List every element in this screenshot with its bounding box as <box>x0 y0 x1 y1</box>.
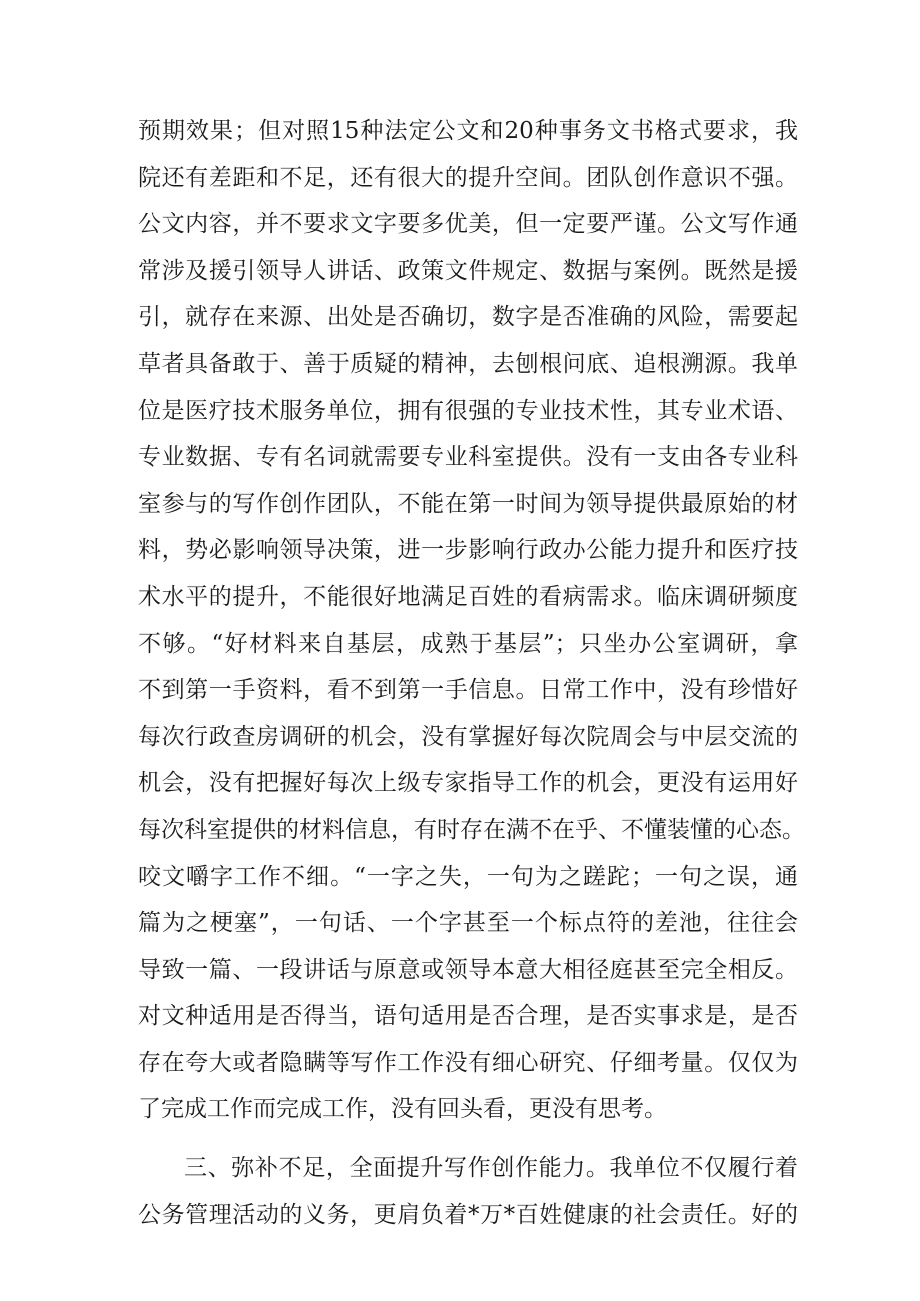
text-line: 术水平的提升，不能很好地满足百姓的看病需求。临床调研频度 <box>138 583 798 610</box>
text-line: 每次行政查房调研的机会，没有掌握好每次院周会与中层交流的 <box>138 723 798 750</box>
text-line: 咬文嚼字工作不细。“一字之失，一句为之蹉跎；一句之误，通 <box>138 863 798 890</box>
text-line: 每次科室提供的材料信息，有时存在满不在乎、不懂装懂的心态。 <box>138 816 805 843</box>
text-line: 院还有差距和不足，还有很大的提升空间。团队创作意识不强。 <box>138 164 798 191</box>
text-line: 公务管理活动的义务，更肩负着*万*百姓健康的社会责任。好的 <box>138 1201 798 1228</box>
text-line: 料，势必影响领导决策，进一步影响行政办公能力提升和医疗技 <box>138 537 798 564</box>
text-line: 存在夸大或者隐瞒等写作工作没有细心研究、仔细考量。仅仅为 <box>138 1049 798 1076</box>
paragraph-1 <box>138 108 805 1133</box>
text-line: 位是医疗技术服务单位，拥有很强的专业技术性，其专业术语、 <box>138 397 798 424</box>
text-line: 室参与的写作创作团队，不能在第一时间为领导提供最原始的材 <box>138 490 798 517</box>
text-line: 不到第一手资料，看不到第一手信息。日常工作中，没有珍惜好 <box>138 677 798 704</box>
text-line: 不够。“好材料来自基层，成熟于基层”；只坐办公室调研，拿 <box>138 630 798 657</box>
text-line: 了完成工作而完成工作，没有回头看，更没有思考。 <box>138 1096 667 1123</box>
paragraph-spacer <box>138 1133 798 1145</box>
text-line: 篇为之梗塞”，一句话、一个字甚至一个标点符的差池，往往会 <box>138 910 798 937</box>
text-line: 公文内容，并不要求文字要多优美，但一定要严谨。公文写作通 <box>138 211 798 238</box>
paragraph-2 <box>138 1145 798 1238</box>
text-line: 机会，没有把握好每次上级专家指导工作的机会，更没有运用好 <box>138 770 798 797</box>
text-line: 三、弥补不足，全面提升写作创作能力。我单位不仅履行着 <box>184 1155 798 1182</box>
text-line: 草者具备敢于、善于质疑的精神，去刨根问底、追根溯源。我单 <box>138 350 798 377</box>
text-line: 引，就存在来源、出处是否确切，数字是否准确的风险，需要起 <box>138 304 798 331</box>
text-line: 预期效果；但对照15种法定公文和20种事务文书格式要求，我 <box>138 118 798 144</box>
text-line: 专业数据、专有名词就需要专业科室提供。没有一支由各专业科 <box>138 444 798 471</box>
text-line: 对文种适用是否得当，语句适用是否合理，是否实事求是，是否 <box>138 1003 798 1030</box>
document-body <box>138 108 805 1238</box>
text-line: 导致一篇、一段讲话与原意或领导本意大相径庭甚至完全相反。 <box>138 956 798 983</box>
text-line: 常涉及援引领导人讲话、政策文件规定、数据与案例。既然是援 <box>138 257 798 284</box>
